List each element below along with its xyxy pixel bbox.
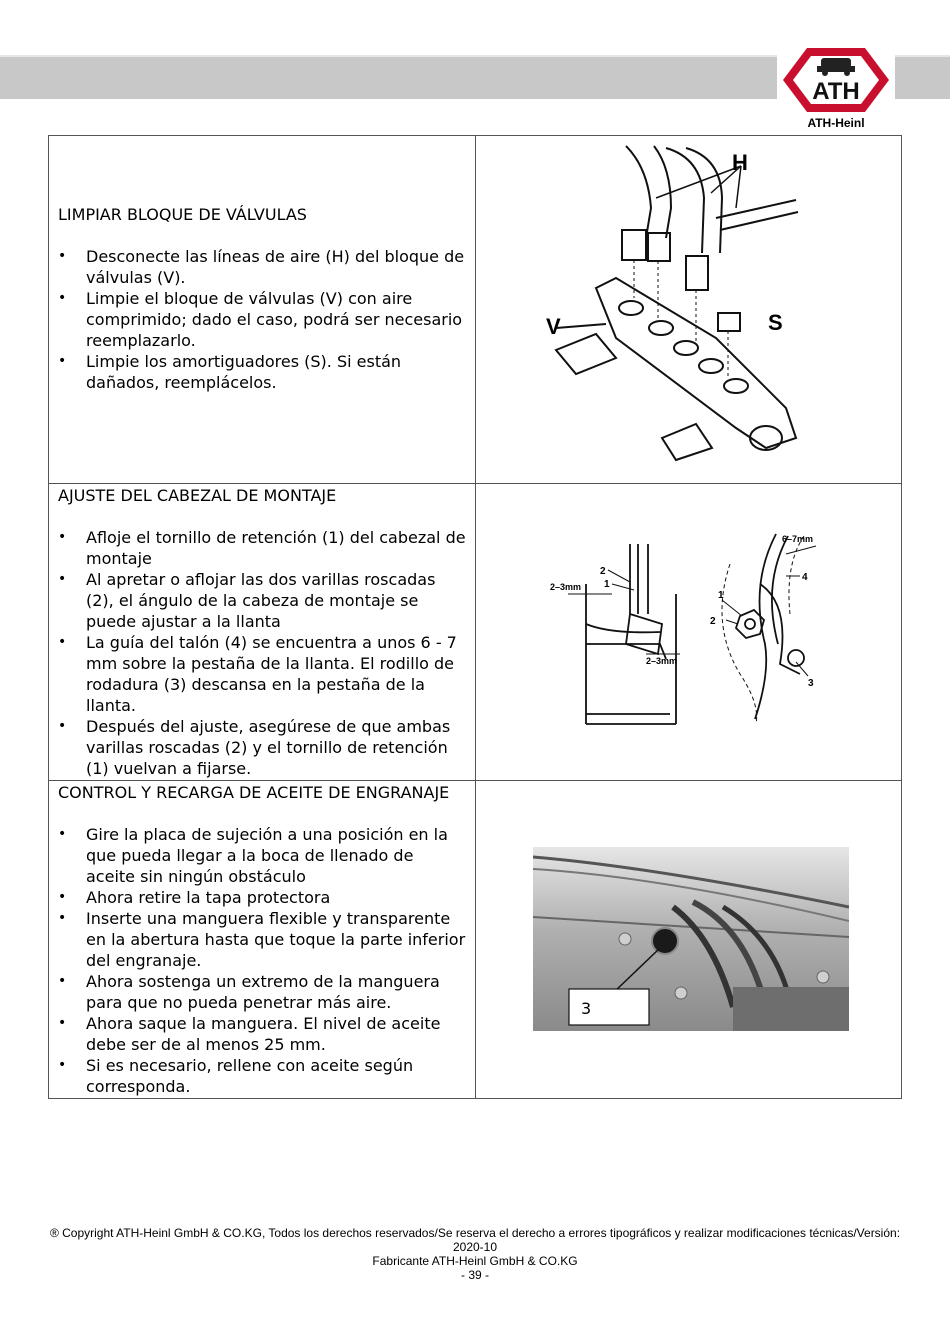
figure-cell: [476, 781, 902, 1099]
list-item: • Desconecte las líneas de aire (H) del bloque de válvulas (V).: [49, 246, 475, 288]
bullet-list: [49, 246, 475, 393]
figure-label: 3: [808, 678, 814, 689]
text-cell: [49, 484, 476, 781]
page-number: - 39 -: [460, 1268, 489, 1282]
list-item: • Limpie el bloque de válvulas (V) con aire comprimido; dado el caso, podrá ser necesario reemplazarlo.: [49, 288, 475, 351]
figure-label: 1: [604, 579, 610, 590]
list-item: • Al apretar o aflojar las dos varillas roscadas (2), el ángulo de la cabeza de montaje se puede ajustar a la llanta: [49, 569, 475, 632]
figure-cell: [476, 136, 902, 484]
section-title: CONTROL Y RECARGA DE ACEITE DE ENGRANAJE: [58, 783, 450, 802]
list-item: • Limpie los amortiguadores (S). Si están dañados, reemplácelos.: [49, 351, 475, 393]
list-item: • Inserte una manguera flexible y transparente en la abertura hasta que toque la parte inferior del engranaje.: [49, 908, 475, 971]
mount-head-figure: [550, 524, 840, 734]
figure-label: 1: [718, 590, 724, 601]
logo-text: ATH: [812, 78, 860, 105]
figure-label: 6–7mm: [782, 534, 814, 544]
list-item: • La guía del talón (4) se encuentra a unos 6 - 7 mm sobre la pestaña de la llanta. El rodillo de rodadura (3) descansa en la pestaña de la llanta.: [49, 632, 475, 716]
list-item: • Afloje el tornillo de retención (1) del cabezal de montaje: [49, 527, 475, 569]
text-cell: [49, 781, 476, 1099]
list-item: • Si es necesario, rellene con aceite según corresponda.: [49, 1055, 475, 1097]
section-row-valve-block: [49, 136, 902, 484]
list-item: • Después del ajuste, asegúrese de que ambas varillas roscadas (2) y el tornillo de retención (1) vuelvan a fijarse.: [49, 716, 475, 779]
ath-logo: [777, 44, 895, 130]
list-item: • Gire la placa de sujeción a una posición en la que pueda llegar a la boca de llenado de aceite sin ningún obstáculo: [49, 824, 475, 887]
section-row-gear-oil: [49, 781, 902, 1099]
manufacturer-text: Fabricante ATH-Heinl GmbH & CO.KG: [372, 1254, 578, 1268]
figure-cell: [476, 484, 902, 781]
figure-label: S: [768, 310, 783, 335]
figure-label: H: [732, 150, 748, 175]
list-item: • Ahora saque la manguera. El nivel de aceite debe ser de al menos 25 mm.: [49, 1013, 475, 1055]
figure-label: 2–3mm: [550, 582, 582, 592]
figure-label: 2: [600, 566, 606, 577]
figure-label: 2–3mm: [646, 656, 678, 666]
list-item: • Ahora retire la tapa protectora: [49, 887, 475, 908]
valve-block-figure: [536, 138, 876, 478]
logo-emblem-icon: [777, 44, 895, 116]
section-row-mount-head: [49, 484, 902, 781]
figure-label: V: [546, 314, 561, 339]
section-title: LIMPIAR BLOQUE DE VÁLVULAS: [58, 205, 307, 224]
figure-label: 3: [581, 999, 592, 1018]
bullet-list: [49, 824, 475, 1097]
maintenance-table: [48, 135, 902, 1099]
list-item: • Ahora sostenga un extremo de la manguera para que no pueda penetrar más aire.: [49, 971, 475, 1013]
footer: [0, 1226, 950, 1282]
figure-label: 2: [710, 616, 716, 627]
bullet-list: [49, 527, 475, 779]
text-cell: [49, 136, 476, 484]
gear-oil-photo: [533, 847, 849, 1031]
section-title: AJUSTE DEL CABEZAL DE MONTAJE: [58, 486, 337, 505]
figure-label: 4: [802, 572, 808, 583]
logo-caption: ATH-Heinl: [807, 116, 865, 130]
copyright-text: ® Copyright ATH-Heinl GmbH & CO.KG, Todos los derechos reservados/Se reserva el derecho a errores tipográficos y realizar modificaciones técnicas/Versión: 2020-10: [49, 1226, 901, 1254]
